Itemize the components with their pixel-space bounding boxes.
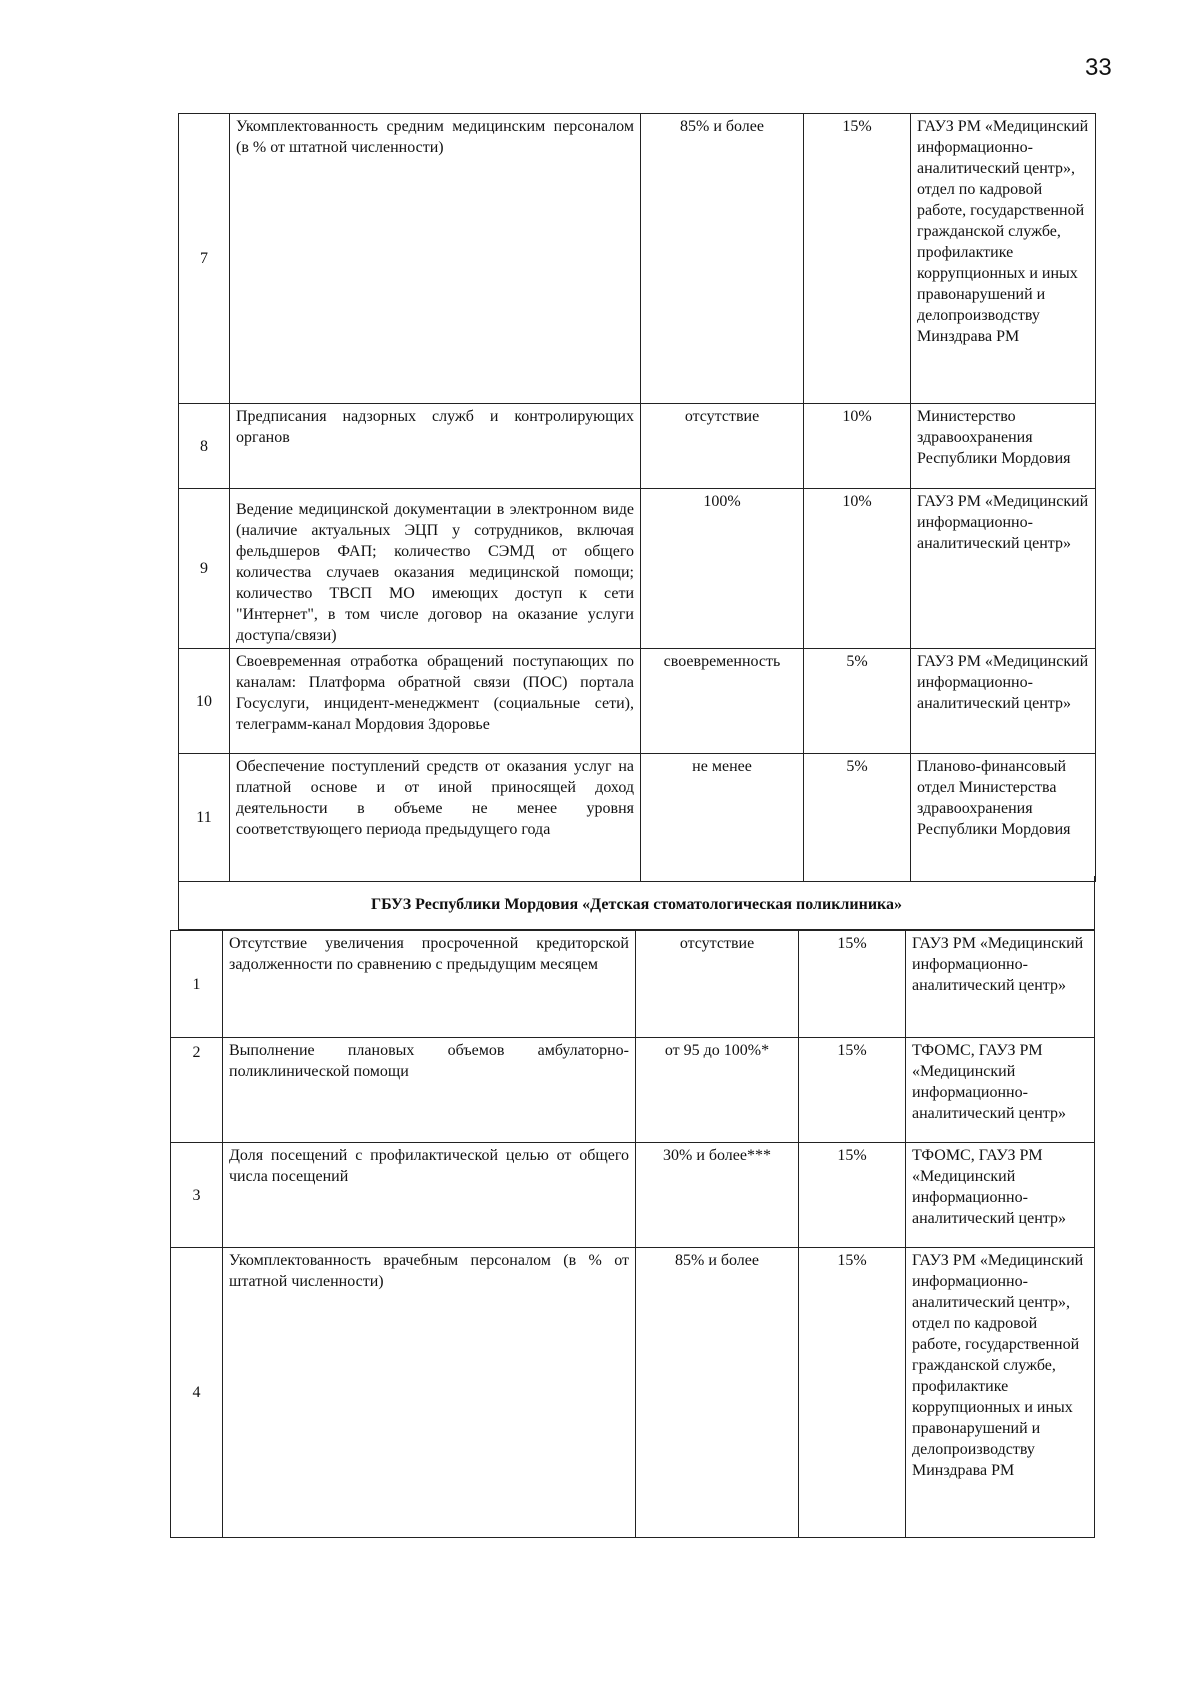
row-number: 3: [171, 1143, 223, 1248]
target-cell: отсутствие: [636, 931, 799, 1038]
indicator-cell: Выполнение плановых объемов амбулаторно-поликлинической помощи: [223, 1038, 636, 1143]
table-row: [171, 931, 1095, 1038]
target-cell: от 95 до 100%*: [636, 1038, 799, 1143]
table-row: [171, 1038, 1095, 1143]
source-cell: ГАУЗ РМ «Медицинский информационно-аналитический центр»: [911, 649, 1096, 754]
weight-cell: 5%: [804, 649, 911, 754]
target-cell: 85% и более: [636, 1248, 799, 1538]
row-number: 9: [179, 489, 230, 649]
criteria-table-bottom: [170, 930, 1095, 1538]
indicator-cell: Предписания надзорных служб и контролирующих органов: [230, 404, 641, 489]
source-cell: ГАУЗ РМ «Медицинский информационно-аналитический центр», отдел по кадровой работе, государственной гражданской службе, профилактике коррупционных и иных правонарушений и делопроизводству Минздрава РМ: [911, 114, 1096, 404]
source-cell: Министерство здравоохранения Республики Мордовия: [911, 404, 1096, 489]
weight-cell: 15%: [799, 1248, 906, 1538]
weight-cell: 15%: [799, 1143, 906, 1248]
table-row: [171, 1143, 1095, 1248]
weight-cell: 15%: [804, 114, 911, 404]
row-number: 11: [179, 754, 230, 882]
indicator-cell: Обеспечение поступлений средств от оказания услуг на платной основе и от иной приносящей доход деятельности в объеме не менее уровня соответствующего периода предыдущего года: [230, 754, 641, 882]
source-cell: Планово-финансовый отдел Министерства здравоохранения Республики Мордовия: [911, 754, 1096, 882]
table-row: [179, 404, 1096, 489]
section-title: ГБУЗ Республики Мордовия «Детская стоматологическая поликлиника»: [370, 896, 903, 913]
row-number: 10: [179, 649, 230, 754]
target-cell: 30% и более***: [636, 1143, 799, 1248]
weight-cell: 5%: [804, 754, 911, 882]
row-number: 4: [171, 1248, 223, 1538]
source-cell: ТФОМС, ГАУЗ РМ «Медицинский информационно-аналитический центр»: [906, 1143, 1095, 1248]
table-row: [179, 754, 1096, 882]
weight-cell: 10%: [804, 489, 911, 649]
indicator-cell: Укомплектованность врачебным персоналом (в % от штатной численности): [223, 1248, 636, 1538]
target-cell: отсутствие: [641, 404, 804, 489]
source-cell: ГАУЗ РМ «Медицинский информационно-аналитический центр»: [911, 489, 1096, 649]
weight-cell: 10%: [804, 404, 911, 489]
row-number: 7: [179, 114, 230, 404]
page-number: 33: [1085, 54, 1112, 81]
row-number: 1: [171, 931, 223, 1038]
criteria-table-top: [178, 113, 1096, 882]
table-row: [179, 489, 1096, 649]
section-title-box: [178, 876, 1095, 930]
target-cell: 85% и более: [641, 114, 804, 404]
source-cell: ГАУЗ РМ «Медицинский информационно-аналитический центр»: [906, 931, 1095, 1038]
target-cell: 100%: [641, 489, 804, 649]
target-cell: своевременность: [641, 649, 804, 754]
table-row: [171, 1248, 1095, 1538]
source-cell: ГАУЗ РМ «Медицинский информационно-аналитический центр», отдел по кадровой работе, государственной гражданской службе, профилактике коррупционных и иных правонарушений и делопроизводству Минздрава РМ: [906, 1248, 1095, 1538]
indicator-cell: Своевременная отработка обращений поступающих по каналам: Платформа обратной связи (ПОС) портала Госуслуги, инцидент-менеджмент (социальные сети), телеграмм-канал Мордовия Здоровье: [230, 649, 641, 754]
weight-cell: 15%: [799, 931, 906, 1038]
target-cell: не менее: [641, 754, 804, 882]
row-number: 8: [179, 404, 230, 489]
row-number: 2: [171, 1038, 223, 1143]
indicator-cell: Укомплектованность средним медицинским персоналом (в % от штатной численности): [230, 114, 641, 404]
table-row: [179, 649, 1096, 754]
table-row: [179, 114, 1096, 404]
source-cell: ТФОМС, ГАУЗ РМ «Медицинский информационно-аналитический центр»: [906, 1038, 1095, 1143]
indicator-cell: Отсутствие увеличения просроченной кредиторской задолженности по сравнению с предыдущим месяцем: [223, 931, 636, 1038]
indicator-cell: Ведение медицинской документации в электронном виде (наличие актуальных ЭЦП у сотрудников, включая фельдшеров ФАП; количество СЭМД от общего количества случаев оказания медицинской помощи; количество ТВСП МО имеющих доступ к сети "Интернет", в том числе договор на оказание услуги доступа/связи): [230, 489, 641, 649]
weight-cell: 15%: [799, 1038, 906, 1143]
indicator-cell: Доля посещений с профилактической целью от общего числа посещений: [223, 1143, 636, 1248]
